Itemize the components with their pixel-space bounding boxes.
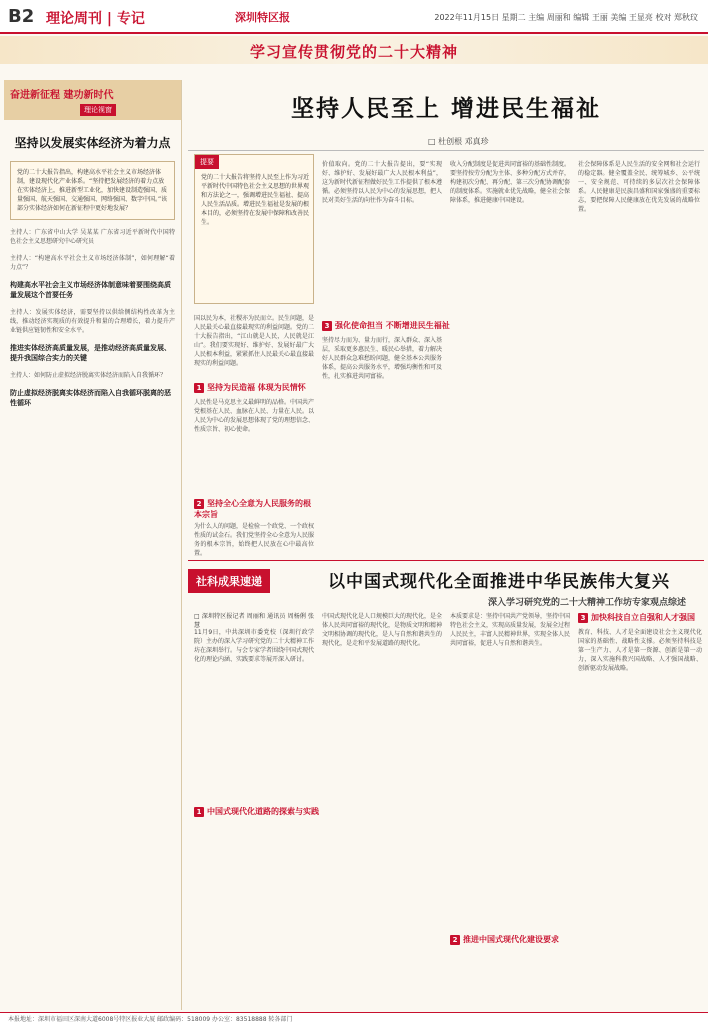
sidebar-body-2: 主持人：发展实体经济，需要坚持以供给侧结构性改革为主线，推动经济实现质的有效提升和量的合理增长，着力提升产业链供应链韧性和安全水平。 (10, 309, 175, 334)
newspaper-masthead: 深圳特区报 (235, 11, 290, 24)
sidebar-subhead-2: 推进实体经济高质量发展，是推动经济高质量发展、提升我国综合实力的关键 (10, 344, 171, 362)
sidebar-slogan: 奋进新征程 建功新时代 (10, 90, 114, 101)
section-name: 理论周刊 | 专记 (46, 11, 145, 27)
main-article-title: 坚持人民至上 增进民生福祉 (290, 96, 601, 122)
main-subhead-1: 1 坚持为民造福 体现为民情怀 (194, 382, 306, 393)
header-meta: 2022年11月15日 星期二 主编 周丽和 编辑 王丽 美编 王显亮 校对 郑秋玟 (434, 13, 698, 22)
sidebar-article-title: 坚持以发展实体经济为着力点 (14, 136, 171, 150)
section2-subhead-3: 3 加快科技自立自强和人才强国 (578, 612, 695, 623)
theme-banner (0, 36, 708, 64)
main-subhead-3: 3 强化使命担当 不断增进民生福祉 (322, 320, 450, 331)
page-footer: 本报地址：深圳市福田区深南大道6008号特区报业大厦 邮政编码：518009 办公室：83518888 转各部门 (0, 1012, 708, 1026)
editor-text: 党的二十大报告将坚持人民至上作为习近平新时代中国特色社会主义思想的世界观和方法论之一，强调增进民生福祉、提高人民生活品质。增进民生福祉是发展的根本目的，必须坚持在发展中保障和改善民生。 (201, 174, 310, 226)
section2-header (188, 560, 704, 608)
sidebar-body-3: 主持人：如何防止虚拟经济脱离实体经济而陷入自我循环？ (10, 372, 167, 379)
sidebar-abstract: 党的二十大报告指出，构建高水平社会主义市场经济体制，建设现代化产业体系。“坚持把发展经济的着力点放在实体经济上，推进新型工业化，加快建设制造强国、质量强国、航天强国、交通强国、网络强国、数字中国。”该部分实体经济如何在新征程中更好地发展？ (10, 161, 175, 220)
main-author: □ 杜创根 邓真珍 (428, 137, 489, 146)
sidebar-body-1: 主持人：“构建高水平社会主义市场经济体制”，如何理解“着力点”？ (10, 255, 175, 271)
section2-col4-text: 教育、科技、人才是全面建设社会主义现代化国家的基础性、战略性支撑。必须坚持科技是第一生产力、人才是第一资源、创新是第一动力，深入实施科教兴国战略、人才强国战略、创新驱动发展战略。 (578, 629, 702, 672)
page-number: B2 (8, 6, 35, 27)
section2-subhead-1: 1 中国式现代化道路的探索与实践 (194, 806, 319, 817)
section2-subhead-2: 2 推进中国式现代化建设要求 (450, 934, 559, 945)
sidebar-tag: 理论视窗 (80, 104, 116, 116)
main-col4-text: 社会保障体系是人民生活的安全网和社会运行的稳定器。健全覆盖全民、统筹城乡、公平统一、安全规范、可持续的多层次社会保障体系。人民健康是民族昌盛和国家强盛的重要标志，要把保障人民健康放在优先发展的战略位置。 (578, 161, 700, 213)
main-col1c-text: 为什么人的问题，是检验一个政党、一个政权性质的试金石。我们党坚持全心全意为人民服务的根本宗旨，始终把人民放在心中最高位置。 (194, 523, 315, 557)
section2-badge: 社科成果速递 (188, 569, 270, 593)
section2-byline: □ 深圳特区报记者 周丽和 通讯员 周杨俐 张慧 (194, 613, 314, 629)
section2-col3-text: 本质要求是：坚持中国共产党领导，坚持中国特色社会主义，实现高质量发展，发展全过程人民民主，丰富人民精神世界，实现全体人民共同富裕，促进人与自然和谐共生。 (450, 613, 571, 647)
sidebar-column (4, 80, 182, 1010)
sidebar-banner (4, 80, 181, 120)
main-col2b-text: 坚持尽力而为、量力而行，深入群众、深入基层，采取更多惠民生、暖民心举措，着力解决好人民群众急难愁盼问题，健全基本公共服务体系，提高公共服务水平，增强均衡性和可及性，扎实推进共同富裕。 (322, 337, 443, 380)
section2-col1-text: 11月9日，中共深圳市委党校（深圳行政学院）主办的深入学习研究党的二十大精神工作坊在深圳举行。与会专家学者围绕中国式现代化的理论内涵、实践要求等展开深入研讨。 (194, 629, 315, 663)
page-header (0, 0, 708, 34)
main-col3-text: 收入分配制度是促进共同富裕的基础性制度。要坚持按劳分配为主体、多种分配方式并存，构建初次分配、再分配、第三次分配协调配套的制度体系。实施就业优先战略，健全社会保障体系，推进健康中国建设。 (450, 161, 571, 204)
title-divider (188, 150, 704, 151)
sidebar-intro: 主持人：广东省中山大学 吴某某 广东省习近平新时代中国特色社会主义思想研究中心研究员 (10, 229, 175, 245)
banner-text: 学习宣传贯彻党的二十大精神 (249, 43, 458, 61)
section2-subtitle: 深入学习研究党的二十大精神工作坊专家观点综述 (488, 598, 687, 608)
main-col1-text: 国以民为本，社稷亦为民而立。民生问题，是人民最关心最直接最现实的利益问题。党的二十大报告指出，“江山就是人民，人民就是江山”。我们要实现好、维护好、发展好最广大人民根本利益，紧紧抓住人民最关心最直接最现实的利益问题。 (194, 315, 315, 367)
editor-note (194, 154, 314, 304)
sidebar-subhead-3: 防止虚拟经济脱离实体经济而陷入自我循环脱离的恶性循环 (10, 389, 171, 407)
main-subhead-2: 2 坚持全心全意为人民服务的根本宗旨 (194, 499, 311, 519)
main-col2-text: 价值取向。党的二十大报告提出，要“实现好、维护好、发展好最广大人民根本利益”，这为新时代新征程做好民生工作提供了根本遵循。必须坚持以人民为中心的发展思想，把人民对美好生活的向往作为奋斗目标。 (322, 161, 443, 204)
main-col1b-text: 人民性是马克思主义最鲜明的品格。中国共产党根基在人民、血脉在人民、力量在人民。以人民为中心的发展思想体现了党的理想信念、性质宗旨、初心使命。 (194, 399, 315, 433)
section2-title: 以中国式现代化全面推进中华民族伟大复兴 (328, 572, 670, 592)
sidebar-subhead-1: 构建高水平社会主义市场经济体制意味着要围绕高质量发展这个首要任务 (10, 281, 171, 299)
section2-col2-text: 中国式现代化是人口规模巨大的现代化，是全体人民共同富裕的现代化，是物质文明和精神文明相协调的现代化，是人与自然和谐共生的现代化，是走和平发展道路的现代化。 (322, 613, 443, 647)
editor-tag: 提要 (195, 155, 219, 169)
